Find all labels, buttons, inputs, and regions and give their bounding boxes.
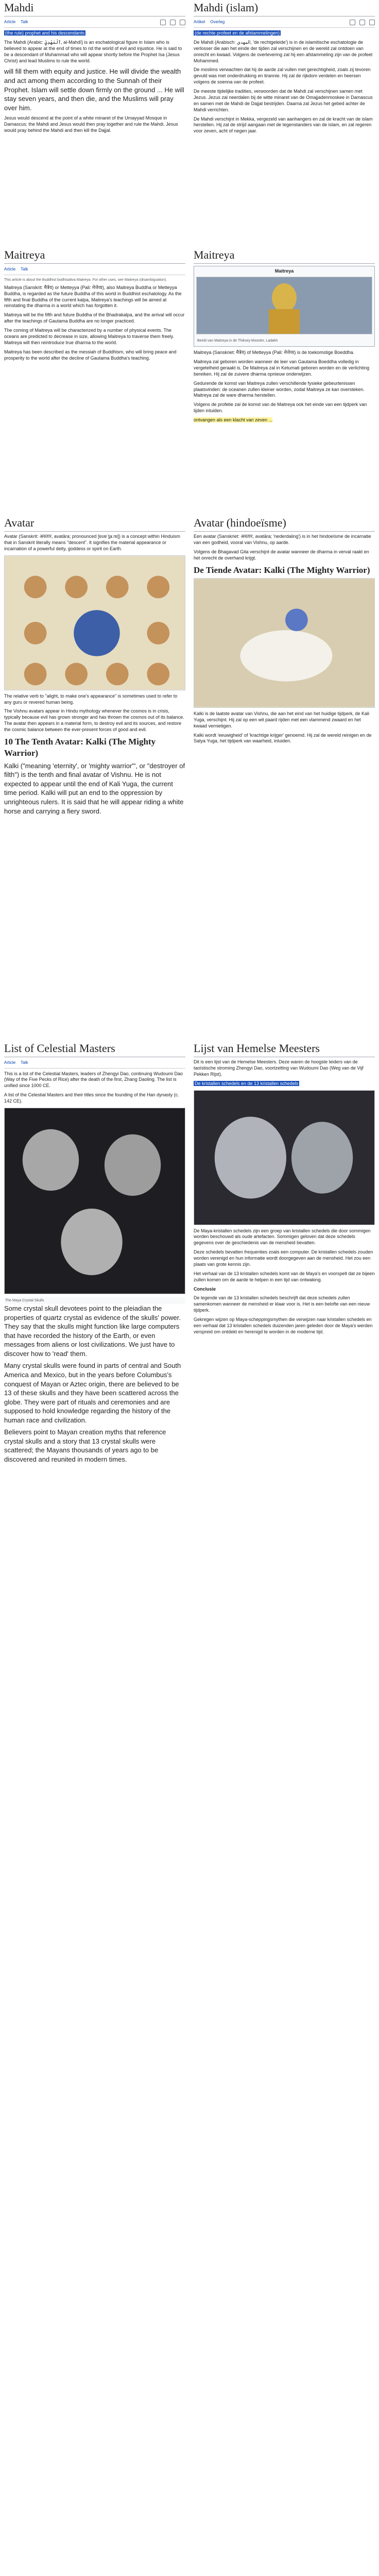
skulls-paragraph: Many crystal skulls were found in parts of central and South America and Mexico, but in the years before Columbus's conquest of Mayan or Aztec origin, there are believed to be 13 of these skulls and they have been scattered across the globe. They were part of rituals and ceremonies and are supposed to hold knowledge regarding the history of the human race and civilization. <box>4 1362 181 1424</box>
skull-icon <box>194 1091 374 1225</box>
paragraph: The coming of Maitreya will be characterized by a number of physical events. The oceans are predicted to decrease in size, allowing Maitreya to traverse them freely. Maitreya will then reintroduce true dharma to the world. <box>4 328 174 345</box>
mahdi-article-en <box>4 0 185 242</box>
avatars-illustration-icon <box>5 556 185 690</box>
quote-paragraph: will fill them with equity and justice. He will divide the wealth and act among them according to the Sunnah of their Prophet. Islam will settle down firmly on the ground ... He will stay seven years, and then die, and the Muslims will pray over him. <box>4 67 184 112</box>
highlighted-text: ontvangen als een klacht van zeven ... <box>194 417 273 423</box>
edit-icon[interactable] <box>180 20 185 25</box>
page-title: Maitreya <box>4 247 185 264</box>
tab-article[interactable]: Article <box>4 1060 16 1065</box>
horse-rider-icon <box>194 579 374 707</box>
paragraph: Gekregen wijzen op Maya-scheppingsmythen die verwijzen naar kristallen schedels en een verhaal dat 13 kristallen schedels duizenden jaren geleden door de Maya's werden verspreid om ontdekt en herenigd te worden in de moderne tijd. <box>194 1317 373 1334</box>
paragraph: This is a list of the Celestial Masters, leaders of Zhengyi Dao, continuing Wudoumi Dao (Way of the Five Pecks of Rice) after the death of the first, Zhang Daoling. The list is unified since 1000 CE. <box>4 1071 183 1089</box>
paragraph: Volgens de Bhagavad Gita verschijnt de avatar wanneer de dharma in verval raakt en het onrecht de overhand krijgt. <box>194 549 369 561</box>
toolbar <box>160 20 185 25</box>
highlighted-title: De kristallen schedels en de 13 kristallen schedels <box>195 1080 299 1086</box>
page-title: Avatar <box>4 515 185 532</box>
paragraph: De moslims verwachten dat hij de aarde zal vullen met gerechtigheid, zoals zij tevoren gevuld was met onderdrukking en tirannie. Hij zal de rijkdom verdelen en heersen volgens de soenna van de profeet. <box>194 67 371 85</box>
paragraph: A list of the Celestial Masters and their titles since the founding of the Han dynasty (c. 142 CE). <box>4 1092 179 1104</box>
paragraph: Maitreya (Sanskriet: मैत्रेय) of Metteyya (Pali: मेत्तेय्य) is de toekomstige Boeddha. <box>194 350 354 355</box>
skulls-paragraph: Some crystal skull devotees point to the pleiadian the properties of quartz crystal as evidence of the skulls' power. They say that the skulls might function like large computers that have recorded the history of the Earth, or even messages from aliens or lost civilizations. We just have to discover how to 'read' them. <box>4 1304 181 1358</box>
tab-article[interactable]: Article <box>4 267 16 272</box>
language-icon[interactable] <box>160 20 166 25</box>
skulls-paragraph: Believers point to Mayan creation myths that reference crystal skulls and a story that 13 crystal skulls were scattered; the Mayans thousands of years ago to be discovered and reunited in modern times. <box>4 1428 166 1463</box>
hatnote: This article is about the Buddhist bodhisattva Maitreya. For other uses, see Maitreya (disambiguation). <box>4 278 167 282</box>
paragraph: Maitreya has been described as the messiah of Buddhism, who will bring peace and prosperity to the world after the decline of Gautama Buddha's teaching. <box>4 349 177 361</box>
paragraph: De Mahdi (Arabisch: المهدي, 'de rechtgeleide') is in de islamitische eschatologie de verlosser die aan het einde der tijden zal verschijnen en de wereld zal ontdoen van onrecht en kwaad. Volgens de overlevering zal hij een afstammeling zijn van de profeet Mohammed. <box>194 39 373 63</box>
avatar-painting-image <box>4 555 185 690</box>
kalki-image <box>194 578 375 708</box>
page-title: Mahdi (islam) <box>194 0 375 16</box>
maitreya-article-en <box>4 247 185 510</box>
paragraph: Kalki is de laatste avatar van Vishnu, die aan het eind van het huidige tijdperk, de Kali Yuga, verschijnt. Hij zal op een wit paard rijden met een vlammend zwaard en het kwaad vernietigen. <box>194 710 370 728</box>
tab-talk[interactable]: Talk <box>21 1060 28 1065</box>
mahdi-article-nl <box>194 0 375 242</box>
highlighted-quote: (de rechte profeet en de afstammelingen) <box>195 30 280 36</box>
language-icon[interactable] <box>350 20 355 25</box>
heading-title: The Tenth Avatar: Kalki (The Mighty Warrior) <box>4 736 156 758</box>
tab-bar <box>4 1059 185 1069</box>
tab-talk[interactable]: Overleg <box>210 20 225 25</box>
tab-bar <box>194 19 375 28</box>
avatar-article-en <box>4 515 185 1036</box>
paragraph: Het verhaal van de 13 kristallen schedels komt van de Maya's en voorspelt dat ze bijeen zullen komen om de aarde te helpen in een tijd van ontwaking. <box>194 1270 375 1282</box>
skull-icon <box>5 1108 185 1294</box>
paragraph: De Maya-kristallen schedels zijn een groep van kristallen schedels die door sommigen worden beschouwd als oude artefacten. Sommigen geloven dat deze schedels gegevens over de geschiedenis van de mensheid bevatten. <box>194 1228 371 1246</box>
tab-bar <box>4 19 185 28</box>
avatar-article-nl <box>194 515 375 1036</box>
celestial-article-nl <box>194 1041 375 2071</box>
paragraph: De meeste tijdelijke tradities, verwoorden dat de Mahdi zal verschijnen samen met Jezus. Jezus zal neerdalen bij de witte minaret van de Omajjadenmoskee in Damascus en samen met de Mahdi de Dajjal bestrijden. Daarna zal Jezus het gebed achter de Mahdi verrichten. <box>194 89 373 112</box>
highlighted-quote: (the rule) prophet and his descendants <box>5 30 85 36</box>
reference-paragraph: Jesus would descend at the point of a white minaret of the Umayyad Mosque in Damascus; the Mahdi and Jesus would then pray together and rule the Mahdi. Jesus would pray behind the Mahdi and then kill the Dajjal. <box>4 115 178 133</box>
section-heading <box>4 736 185 759</box>
image-caption: The Maya Crystal Skulls <box>4 1297 185 1304</box>
paragraph: Avatar (Sanskrit: अवतार, avatāra; pronounced [ɐʋɐˈt̪aːɾɐ]) is a concept within Hinduism that in Sanskrit literally means "descent". It signifies the material appearance or incarnation of a powerful deity, goddess or spirit on Earth. <box>4 534 180 551</box>
tab-article[interactable]: Article <box>4 20 16 25</box>
section-heading: De Tiende Avatar: Kalki (The Mighty Warrior) <box>194 565 370 575</box>
page-title: Maitreya <box>194 247 375 264</box>
page-title: Mahdi <box>4 0 185 16</box>
star-icon[interactable] <box>170 20 176 25</box>
edit-icon[interactable] <box>369 20 375 25</box>
paragraph: Een avatar (Sanskriet: अवतार, avatāra; 'nederdaling') is in het hindoeïsme de incarnatie van een godheid, vooral van Vishnu, op aarde. <box>194 534 371 545</box>
section-heading: Conclusie <box>194 1286 216 1292</box>
tab-talk[interactable]: Talk <box>21 267 28 272</box>
page-title: Avatar (hindoeïsme) <box>194 515 375 532</box>
image-caption: Beeld van Maitreya in de Thiksey-klooster, Ladakh <box>196 337 372 344</box>
heading-number: 10 <box>4 736 13 747</box>
star-icon[interactable] <box>359 20 365 25</box>
kalki-paragraph: Kalki ("meaning 'eternity', or 'mighty warrior'", or "destroyer of filth") is the tenth and final avatar of Vishnu. He is not expected to appear until the end of Kali Yuga, the current time period. Kalki will put an end to the oppression by unrighteous rulers. It is said that he will appear riding a white horse and carrying a fiery sword. <box>4 761 185 815</box>
paragraph: The Vishnu avatars appear in Hindu mythology whenever the cosmos is in crisis, typically because evil has grown stronger and has thrown the cosmos out of its balance. The avatar then appears in a material form, to destroy evil and its sources, and restore the cosmic balance between the ever-present forces of good and evil. <box>4 708 184 733</box>
page-title: List of Celestial Masters <box>4 1041 185 1057</box>
paragraph: Volgens de profetie zal de komst van de Maitreya ook het einde van een tijdperk van lijden inluiden. <box>194 402 367 414</box>
infobox-title: Maitreya <box>274 268 294 274</box>
paragraph: The relative verb to "alight, to make one's appearance" is sometimes used to refer to any guru or revered human being. <box>4 693 178 705</box>
intro-paragraph: The Mahdi (Arabic: ٱلْمَهْدِيّ‎, al-Mahdī) is an eschatological figure in Islam who is believed to appear at the end of times to rid the world of evil and injustice. He is said to be a descendant of Muhammad who will appear shortly before the Prophet Isa (Jesus Christ) and lead Muslims to rule the world. <box>4 39 182 63</box>
paragraph: Dit is een lijst van de Hemelse Meesters. Deze waren de hoogste leiders van de taoïstische stroming Zhengyi Dao, voortzetting van Wudoumi Dao (Weg van de Vijf Pekken Rijst). <box>194 1059 364 1077</box>
paragraph: De Mahdi verschijnt in Mekka, vergezeld van aanhangers en zal de kracht van de islam herstellen. Hij zal de strijd aangaan met de tegenstanders van de islam, en zal regeren voor zeven, acht of negen jaar. <box>194 116 373 134</box>
infobox <box>194 266 375 347</box>
paragraph: Kalki wordt 'eeuwigheid' of 'krachtige krijger' genoemd. Hij zal de wereld reinigen en de Satya Yuga, het tijdperk van waarheid, inluiden. <box>194 732 372 744</box>
maitreya-statue-image <box>196 277 372 334</box>
tab-article[interactable]: Artikel <box>194 20 205 25</box>
tab-bar <box>4 266 185 275</box>
statue-icon <box>197 277 372 334</box>
paragraph: Gedurende de komst van Maitreya zullen verschillende fysieke gebeurtenissen plaatsvinden: de oceanen zullen kleiner worden, zodat Maitreya ze kan oversteken. Maitreya zal de ware dharma herstellen. <box>194 380 365 398</box>
celestial-article-en <box>4 1041 185 2071</box>
paragraph: Maitreya (Sanskrit: मैत्रेय) or Metteyya (Pali: मेत्तेय्य), also Maitreya Buddha or Metteyya Buddha, is regarded as the future Buddha of this world in Buddhist eschatology. As the fifth and final Buddha of the current kalpa, Maitreya's teachings will be aimed at reinstating the dharma in a world which has forgotten it. <box>4 284 182 309</box>
paragraph: Deze schedels bevatten frequenties zoals een computer. De kristallen schedels zouden worden verenigd en hun informatie wordt doorgegeven aan de mensheid. Het zou een plaats van grote kennis zijn. <box>194 1249 373 1267</box>
toolbar <box>350 20 375 25</box>
skulls-photo <box>194 1090 375 1225</box>
paragraph: De legende van de 13 kristallen schedels beschrijft dat deze schedels zullen samenkomen wanneer de mensheid er klaar voor is. Het is een belofte van een nieuw tijdperk. <box>194 1295 370 1313</box>
paragraph: Maitreya will be the fifth and future Buddha of the Bhadrakalpa, and the arrival will occur after the teachings of Gautama Buddha are no longer practiced. <box>4 312 185 324</box>
paragraph: Maitreya zal geboren worden wanneer de leer van Gautama Boeddha volledig in vergetelheid geraakt is. De Maitreya zal in Ketumati geboren worden en de verlichting bereiken. Hij zal de zuivere dharma opnieuw onderwijzen. <box>194 359 370 377</box>
crystal-skulls-image <box>4 1108 185 1294</box>
page-title: Lijst van Hemelse Meesters <box>194 1041 375 1057</box>
maitreya-article-nl <box>194 247 375 510</box>
tab-talk[interactable]: Talk <box>21 20 28 25</box>
